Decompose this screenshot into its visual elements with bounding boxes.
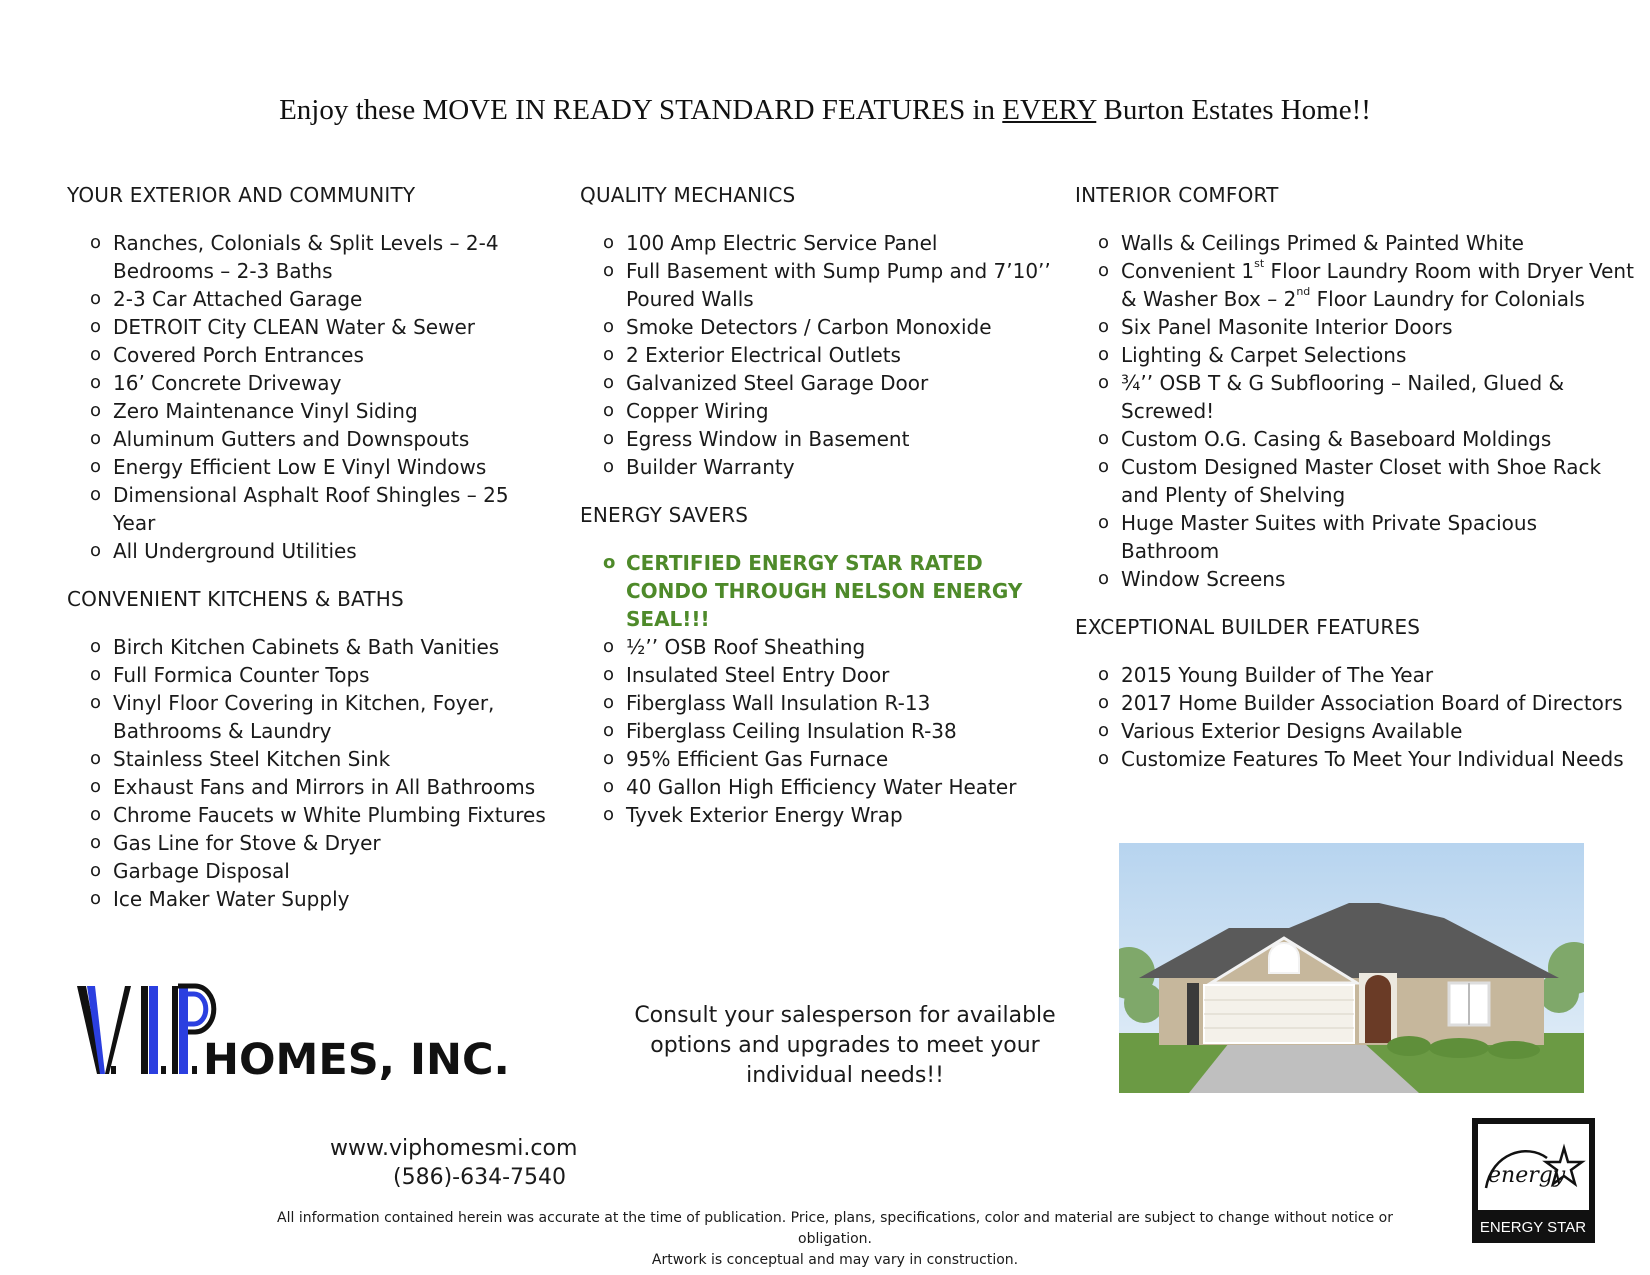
list-item [580,801,1065,829]
bullet: o [90,636,102,657]
list-item [580,425,1065,453]
list-item [67,661,557,689]
list-item [1075,313,1635,341]
vip-homes-logo [75,970,515,1105]
column-mechanics-energy [580,183,1065,851]
section-heading-builder: EXCEPTIONAL BUILDER FEATURES [1075,615,1421,639]
bullet: o [90,484,102,505]
list-item-text: Huge Master Suites with Private Spacious Bathroom [1121,511,1537,563]
consult-message: Consult your salesperson for available options and upgrades to meet your individual needs!! [634,1003,1056,1088]
list-item [67,453,557,481]
list-item: o Walls & Ceilings Primed & Painted White [1098,231,1524,255]
feature-list-kitchens [67,633,557,913]
list-item [580,229,1065,257]
energy-star-logo [1472,1118,1595,1243]
bullet: o [603,776,615,797]
list-item [1075,369,1635,425]
feature-list-energy-items [580,633,1065,829]
bullet: o [90,400,102,421]
list-item [1075,565,1635,593]
disclaimer [260,1208,1410,1271]
list-item [580,689,1065,717]
bullet: o [603,400,615,421]
list-item-text: 2 Exterior Electrical Outlets [626,343,901,367]
bullet: o [90,456,102,477]
energy-star-label: ENERGY STAR [1479,1219,1587,1236]
list-item-text: Custom Designed Master Closet with Shoe Rack and Plenty of Shelving [1121,455,1602,507]
list-item [580,453,1065,481]
list-item [67,229,557,285]
bullet: o [90,860,102,881]
bullet: o [90,804,102,825]
disclaimer-line-2: Artwork is conceptual and may vary in construction. [651,1252,1019,1268]
bullet: o [603,344,615,365]
section-heading-interior: INTERIOR COMFORT [1075,183,1279,207]
column-interior-builder [1075,183,1635,795]
energy-star-certified-item: o CERTIFIED ENERGY STAR RATED CONDO THROUGH NELSON ENERGY SEAL!!! [603,551,1023,631]
list-item [1075,745,1635,773]
bullet: o [90,288,102,309]
list-item [67,425,557,453]
list-item [67,341,557,369]
bullet: o [1098,664,1110,685]
list-item-text: Galvanized Steel Garage Door [626,371,929,395]
feature-list-builder [1075,661,1635,773]
list-item-text: Garbage Disposal [113,859,290,883]
bullet: o [1098,456,1110,477]
list-item-text: Window Screens [1121,567,1286,591]
bullet: o [1098,720,1110,741]
list-item [580,773,1065,801]
bullet: o [90,540,102,561]
bullet: o [1098,512,1110,533]
bullet: o [603,260,615,281]
list-item-text: 40 Gallon High Efficiency Water Heater [626,775,1017,799]
list-item [1075,341,1635,369]
feature-list-interior [1075,229,1635,313]
list-item-text: Smoke Detectors / Carbon Monoxide [626,315,992,339]
feature-list-exterior [67,229,557,565]
bullet: o [603,316,615,337]
bullet: o [1098,344,1110,365]
list-item-text: Six Panel Masonite Interior Doors [1121,315,1453,339]
list-item-text: ¾’’ OSB T & G Subflooring – Nailed, Glued & Screwed! [1121,371,1565,423]
list-item-text: Fiberglass Wall Insulation R-13 [626,691,931,715]
list-item-text: Tyvek Exterior Energy Wrap [626,803,903,827]
bullet: o [90,692,102,713]
list-item [67,857,557,885]
list-item [67,369,557,397]
list-item-text: Fiberglass Ceiling Insulation R-38 [626,719,957,743]
list-item-text: Aluminum Gutters and Downspouts [113,427,470,451]
list-item-text: Chrome Faucets w White Plumbing Fixtures [113,803,546,827]
bullet: o [603,456,615,477]
list-item [580,257,1065,313]
list-item-text: 95% Efficient Gas Furnace [626,747,889,771]
list-item [580,745,1065,773]
list-item-text: Stainless Steel Kitchen Sink [113,747,391,771]
bullet: o [603,372,615,393]
list-item-text: Lighting & Carpet Selections [1121,343,1407,367]
list-item-text: Ice Maker Water Supply [113,887,350,911]
list-item-text: Insulated Steel Entry Door [626,663,890,687]
list-item-text: Egress Window in Basement [626,427,910,451]
list-item-text: 16’ Concrete Driveway [113,371,342,395]
list-item-text: Ranches, Colonials & Split Levels – 2-4 Bedrooms – 2-3 Baths [113,231,499,283]
list-item [67,801,557,829]
list-item-text: 2017 Home Builder Association Board of Directors [1121,691,1623,715]
bullet: o [90,316,102,337]
list-item-text: ½’’ OSB Roof Sheathing [626,635,866,659]
section-heading-energy: ENERGY SAVERS [580,503,749,527]
bullet: o [90,832,102,853]
list-item-text: 2-3 Car Attached Garage [113,287,363,311]
list-item [1075,425,1635,453]
list-item-text: Covered Porch Entrances [113,343,364,367]
bullet: o [90,748,102,769]
bullet: o [1098,692,1110,713]
list-item-text: Birch Kitchen Cabinets & Bath Vanities [113,635,500,659]
house-illustration [1119,843,1584,1093]
list-item [67,285,557,313]
energy-highlight-text: CERTIFIED ENERGY STAR RATED CONDO THROUGH NELSON ENERGY SEAL!!! [626,551,1023,631]
website-link[interactable]: www.viphomesmi.com [330,1136,578,1161]
feature-list-energy [580,549,1065,633]
title-emphasis: EVERY [1002,94,1097,126]
phone-number[interactable]: (586)-634-7540 [393,1165,567,1190]
bullet: o [603,748,615,769]
list-item [67,745,557,773]
list-item-text: 100 Amp Electric Service Panel [626,231,938,255]
list-item-text: Vinyl Floor Covering in Kitchen, Foyer, Bathrooms & Laundry [113,691,495,743]
list-item [67,481,557,537]
list-item [580,661,1065,689]
list-item-text: Dimensional Asphalt Roof Shingles – 25 Year [113,483,509,535]
list-item-text: Custom O.G. Casing & Baseboard Moldings [1121,427,1552,451]
list-item-text: DETROIT City CLEAN Water & Sewer [113,315,475,339]
disclaimer-line-1: All information contained herein was accurate at the time of publication. Price, plans, specifications, color and material are subject to change without notice or obligation. [277,1210,1393,1247]
bullet: o [603,804,615,825]
list-item [1075,509,1635,565]
list-item-text: Exhaust Fans and Mirrors in All Bathrooms [113,775,536,799]
bullet: o [90,776,102,797]
list-item [580,717,1065,745]
title-part-1: Enjoy these [279,94,423,126]
laundry-item: o Convenient 1st Floor Laundry Room with Dryer Vent & Washer Box – 2nd Floor Laundry for Colonials [1098,257,1634,311]
list-item-text: Builder Warranty [626,455,795,479]
list-item-text: Full Basement with Sump Pump and 7’10’’ Poured Walls [626,259,1051,311]
section-heading-mechanics: QUALITY MECHANICS [580,183,796,207]
list-item-text: All Underground Utilities [113,539,357,563]
list-item [67,633,557,661]
list-item [67,773,557,801]
bullet: o [1098,372,1110,393]
bullet: o [1098,428,1110,449]
list-item [67,313,557,341]
bullet: o [603,428,615,449]
bullet: o [603,692,615,713]
section-heading-exterior: YOUR EXTERIOR AND COMMUNITY [67,183,416,207]
bullet: o [603,232,615,253]
bullet: o [603,720,615,741]
list-item [1075,661,1635,689]
list-item [580,633,1065,661]
list-item [67,829,557,857]
list-item [1075,689,1635,717]
list-item [1075,453,1635,509]
column-exterior-kitchens [67,183,557,935]
list-item [67,885,557,913]
bullet: o [1098,748,1110,769]
list-item [580,341,1065,369]
list-item [67,537,557,565]
list-item-text: Full Formica Counter Tops [113,663,370,687]
list-item-text: Customize Features To Meet Your Individual Needs [1121,747,1624,771]
title-part-2: MOVE IN READY STANDARD FEATURES in [422,94,1003,126]
bullet: o [1098,316,1110,337]
bullet: o [90,888,102,909]
bullet: o [90,372,102,393]
feature-list-mechanics [580,229,1065,481]
section-heading-kitchens: CONVENIENT KITCHENS & BATHS [67,587,404,611]
list-item-text: Gas Line for Stove & Dryer [113,831,381,855]
title-part-3: Burton Estates Home!! [1096,94,1371,126]
list-item [67,397,557,425]
feature-list-interior-rest [1075,313,1635,593]
bullet: o [90,664,102,685]
bullet: o [90,428,102,449]
bullet: o [603,636,615,657]
list-item-text: 2015 Young Builder of The Year [1121,663,1434,687]
list-item [1075,717,1635,745]
logo-company-name: HOMES, INC. [203,1035,510,1085]
list-item [580,313,1065,341]
list-item [67,689,557,745]
list-item-text: Zero Maintenance Vinyl Siding [113,399,418,423]
energy-star-script: energy [1488,1163,1566,1188]
bullet: o [603,664,615,685]
list-item-text: Energy Efficient Low E Vinyl Windows [113,455,487,479]
bullet: o [1098,568,1110,589]
list-item-text: Copper Wiring [626,399,769,423]
bullet: o [90,232,102,253]
list-item [580,397,1065,425]
list-item [580,369,1065,397]
bullet: o [90,344,102,365]
list-item-text: Various Exterior Designs Available [1121,719,1463,743]
page-title [0,94,1650,127]
